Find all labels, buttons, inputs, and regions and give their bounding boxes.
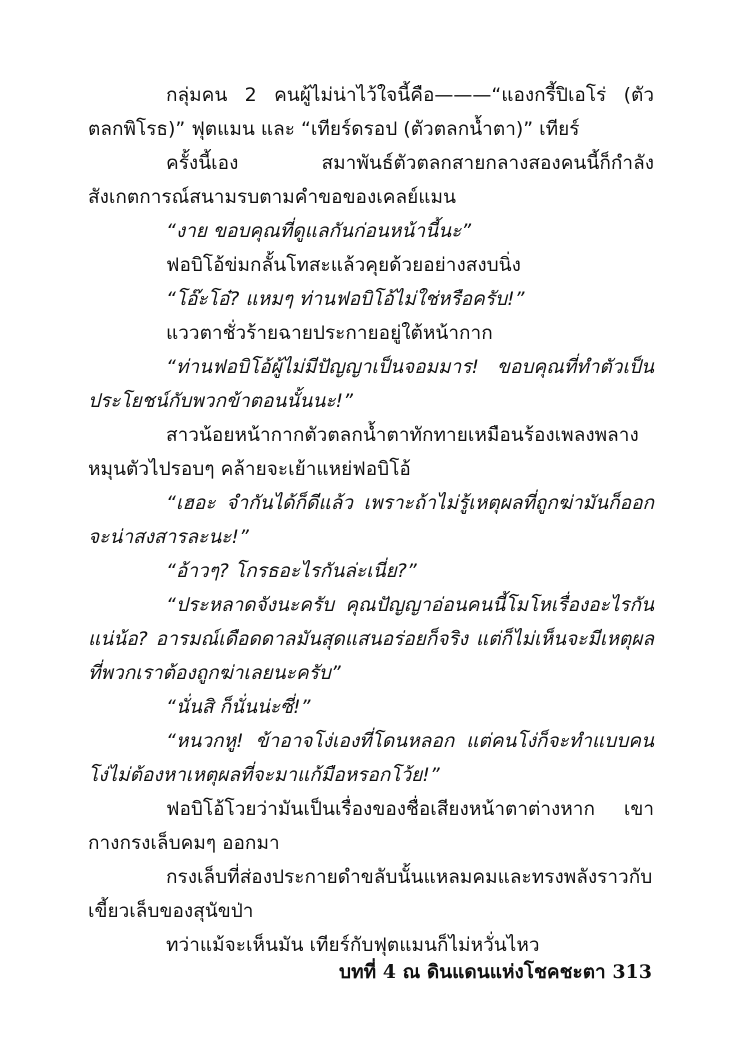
chapter-title: บทที่ 4 ณ ดินแดนแห่งโชคชะตา xyxy=(339,961,606,983)
paragraph-12: “นั่นสิ ก็นั่นน่ะซี่!” xyxy=(166,696,311,718)
paragraph-2: ครั้งนี้เอง สมาพันธ์ตัวตลกสายกลางสองคนนี้ก็กำลังสังเกตการณ์สนามรบตามคำขอของเคลย์แมน xyxy=(88,152,654,208)
body-text xyxy=(88,78,654,962)
paragraph-5: “โอ๊ะโอ๋? แหมๆ ท่านฟอบิโอ้ไม่ใช่หรือครับ!” xyxy=(166,288,525,310)
paragraph-7: “ท่านฟอบิโอ้ผู้ไม่มีปัญญาเป็นจอมมาร! ขอบคุณที่ทำตัวเป็นประโยชน์กับพวกข้าตอนนั้นนะ!” xyxy=(88,356,654,412)
running-footer xyxy=(88,960,652,984)
paragraph-1: กลุ่มคน 2 คนผู้ไม่น่าไว้ใจนี้คือ———“แองกรี้ปิเอโร่ (ตัวตลกพิโรธ)” ฟุตแมน และ “เทียร์ดรอป (ตัวตลกน้ำตา)” เทียร์ xyxy=(88,84,654,140)
paragraph-11: “ประหลาดจังนะครับ คุณปัญญาอ่อนคนนี้โมโหเรื่องอะไรกันแน่น้อ? อารมณ์เดือดดาลมันสุดแสนอร่อยก็จริง แต่ก็ไม่เห็นจะมีเหตุผลที่พวกเราต้องถูกฆ่าเลยนะครับ” xyxy=(88,594,654,684)
paragraph-10: “อ้าวๆ? โกรธอะไรกันล่ะเนี่ย?” xyxy=(166,560,417,582)
paragraph-13: “หนวกหู! ข้าอาจโง่เองที่โดนหลอก แต่คนโง่ก็จะทำแบบคนโง่ไม่ต้องหาเหตุผลที่จะมาแก้มือหรอกโว้ย!” xyxy=(88,730,654,786)
paragraph-15: กรงเล็บที่ส่องประกายดำขลับนั้นแหลมคมและทรงพลังราวกับเขี้ยวเล็บของสุนัขป่า xyxy=(88,866,653,922)
page-number: 313 xyxy=(612,961,652,983)
paragraph-8: สาวน้อยหน้ากากตัวตลกน้ำตาทักทายเหมือนร้องเพลงพลางหมุนตัวไปรอบๆ คล้ายจะเย้าแหย่ฟอบิโอ้ xyxy=(88,424,639,480)
paragraph-9: “เฮอะ จำกันได้ก็ดีแล้ว เพราะถ้าไม่รู้เหตุผลที่ถูกฆ่ามันก็ออกจะน่าสงสารละนะ!” xyxy=(88,492,654,548)
paragraph-16: ทว่าแม้จะเห็นมัน เทียร์กับฟุตแมนก็ไม่หวั่นไหว xyxy=(166,934,540,956)
paragraph-14: ฟอบิโอ้โวยว่ามันเป็นเรื่องของชื่อเสียงหน้าตาต่างหาก เขากางกรงเล็บคมๆ ออกมา xyxy=(88,798,654,854)
paragraph-3: “งาย ขอบคุณที่ดูแลกันก่อนหน้านี้นะ” xyxy=(166,220,472,242)
paragraph-4: ฟอบิโอ้ข่มกลั้นโทสะแล้วคุยด้วยอย่างสงบนิ่ง xyxy=(166,254,521,276)
paragraph-6: แววตาชั่วร้ายฉายประกายอยู่ใต้หน้ากาก xyxy=(166,322,493,344)
